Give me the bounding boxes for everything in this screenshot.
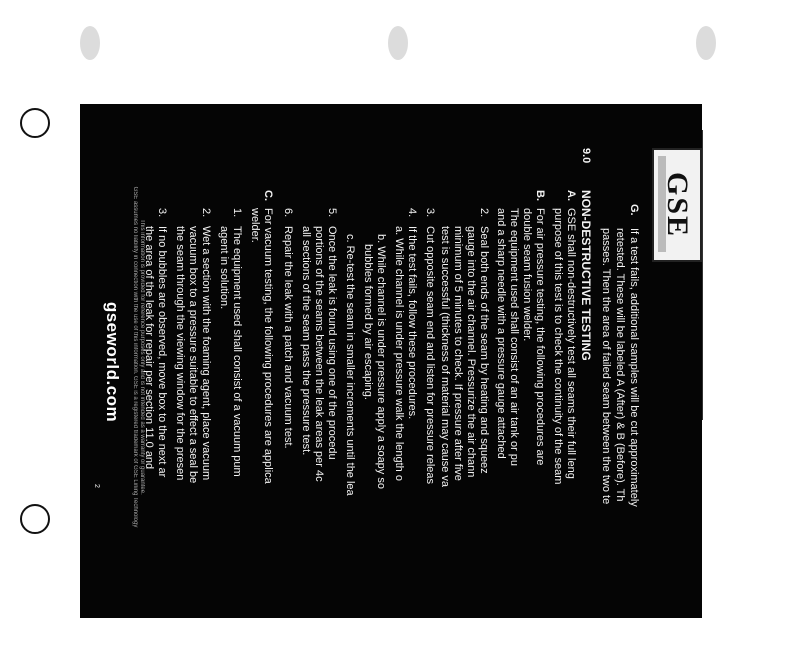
marker-c1: 1. xyxy=(231,208,243,218)
section-c2-line-2: vacuum box to a pressure suitable to effect a seal be xyxy=(187,226,199,484)
punch-hole-top-2 xyxy=(388,26,408,60)
punch-hole-top-1 xyxy=(80,26,100,60)
marker-b: B. xyxy=(534,190,546,201)
page-number: 2 xyxy=(93,484,100,488)
section-b-line-1: For air pressure testing, the following procedures are xyxy=(534,208,546,466)
section-g-line-1: If a test fails, additional samples will be cut approximately xyxy=(628,228,640,507)
section-a-line-2: purpose of this test is to check the continuity of the seam xyxy=(552,208,564,485)
section-c3-line-1: If no bubbles are observed, move box to the next ar xyxy=(156,226,168,478)
marker-g: G. xyxy=(628,204,640,216)
footer-website: gseworld.com xyxy=(103,301,122,423)
marker-b5: 5. xyxy=(326,208,338,218)
section-b4b-line-2: bubbles formed by air escaping. xyxy=(362,244,374,400)
section-a-line-1: GSE shall non-destructively test all seams their full leng xyxy=(565,208,577,479)
fine-print-line-1: This information is provided for reference purposes only and is not intended as a warranty or guarantee. xyxy=(139,219,145,495)
section-b4b-line-1: b. While channel is under pressure apply a soapy so xyxy=(375,234,387,489)
marker-a: A. xyxy=(565,190,577,201)
section-b2-line-2: gauge into the air channel. Pressurize the air chann xyxy=(465,226,477,478)
section-c2-line-3: the seam through the viewing window for the presen xyxy=(174,226,186,481)
section-c1-line-2: agent in solution. xyxy=(218,226,230,310)
section-b4-line-1: If the test fails, follow these procedures. xyxy=(406,226,418,420)
section-b5-line-1: Once the leak is found using one of the procedu xyxy=(326,226,338,460)
section-c1-line-1: The equipment used shall consist of a vacuum pum xyxy=(231,226,243,477)
section-c3-line-2: the area of the leak for repair per section 11.0 and xyxy=(143,226,155,470)
section-c-line-1: For vacuum testing, the following procedures are applica xyxy=(262,208,274,484)
gse-logo xyxy=(652,148,702,262)
section-b2-line-3: minimum of 5 minutes to check. If pressure after five xyxy=(452,226,464,481)
section-c2-line-1: Wet a section with the foaming agent, place vacuum xyxy=(200,226,212,481)
marker-c2: 2. xyxy=(200,208,212,218)
section-b4-line-2: a. While channel is under pressure walk the length o xyxy=(393,226,405,481)
marker-b2: 2. xyxy=(478,208,490,218)
header-rule xyxy=(702,130,703,420)
section-c-line-2: welder. xyxy=(249,208,261,243)
section-b-line-3: The equipment used shall consist of an air tank or pu xyxy=(508,208,520,467)
section-g-line-2: retested. These will be labeled A (After) & B (Before). Th xyxy=(614,228,626,502)
section-b-line-2: double seam fusion welder. xyxy=(521,208,533,342)
section-g-line-3: passes. Then the area of failed seam between the two te xyxy=(600,228,612,505)
section-b2-line-1: Seal both ends of the seam by heating and squeez xyxy=(478,226,490,474)
marker-b4: 4. xyxy=(406,208,418,218)
section-b5-line-2: portions of the seams between the leak areas per 4c xyxy=(313,226,325,482)
marker-b6: 6. xyxy=(282,208,294,218)
marker-c: C. xyxy=(262,190,274,201)
scanned-page xyxy=(80,104,702,618)
section-heading: NON-DESTRUCTIVE TESTING xyxy=(579,190,593,361)
punch-hole-left-1 xyxy=(20,108,50,138)
fine-print-line-2: GSE assumes no liability in connection with the use of this information. GSE is a registered trademark of GSE Lining Technology xyxy=(132,186,138,528)
section-b4c-line-1: c. Re-test the seam in smaller increments until the lea xyxy=(344,234,356,496)
logo-text: GSE xyxy=(661,171,694,239)
punch-hole-top-3 xyxy=(696,26,716,60)
marker-c3: 3. xyxy=(156,208,168,218)
marker-b3: 3. xyxy=(424,208,436,218)
punch-hole-left-2 xyxy=(20,504,50,534)
section-b2-line-4: test is successful (thickness of material may cause va xyxy=(439,226,451,488)
section-b-line-4: and a sharp needle with a pressure gauge attached xyxy=(495,208,507,459)
section-b5-line-3: all sections of the seam pass the pressure test. xyxy=(300,226,312,456)
section-b3-line-1: Cut opposite seam end and listen for pressure releas xyxy=(424,226,436,485)
marker-9: 9.0 xyxy=(580,148,592,164)
section-b6-line-1: Repair the leak with a patch and vacuum test. xyxy=(282,226,294,449)
